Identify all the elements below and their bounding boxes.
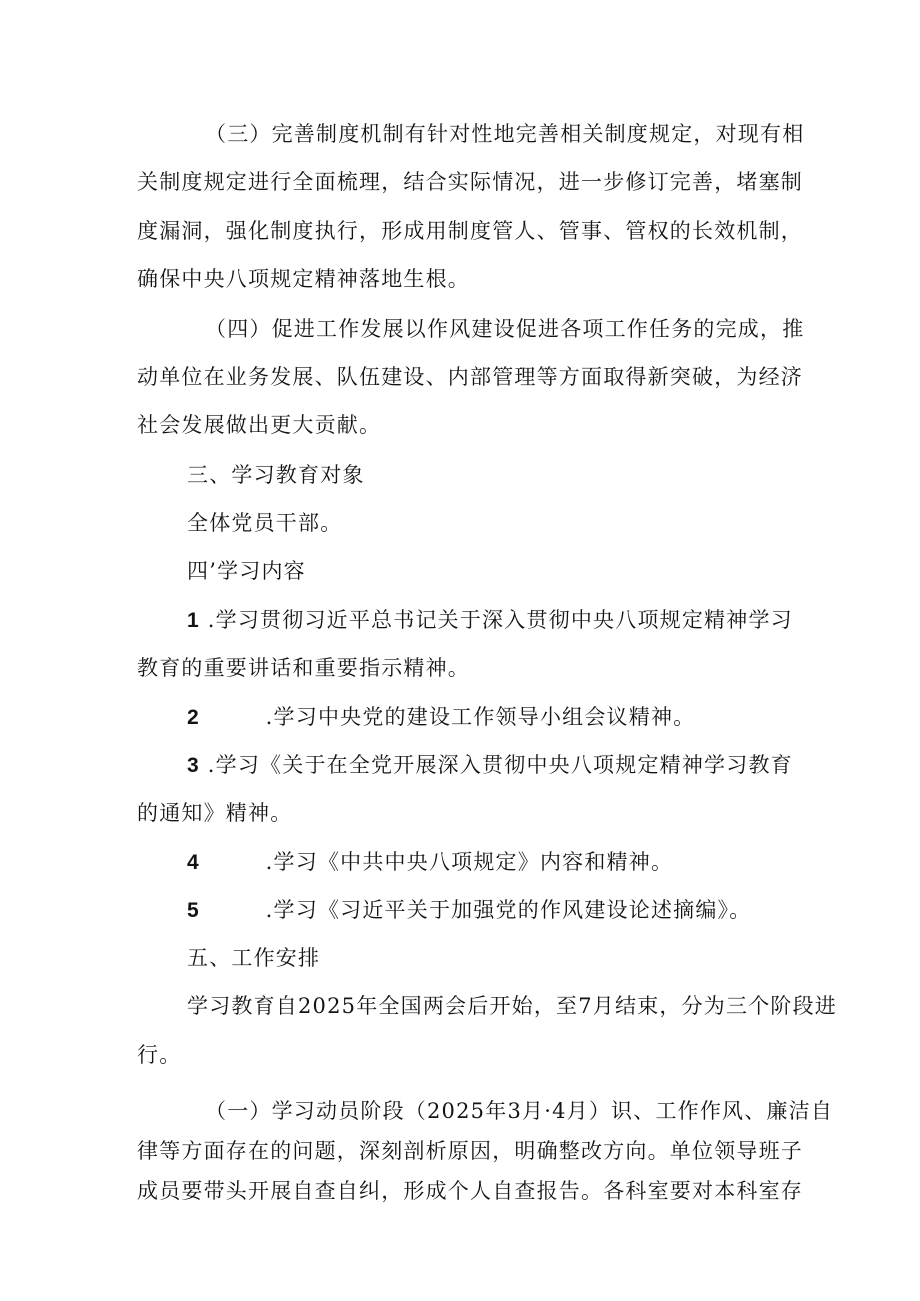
phase-1-line-3: 成员要带头开展自查自纠，形成个人自查报告。各科室要对本科室存	[137, 1179, 803, 1203]
list-item-3	[187, 749, 793, 779]
phase-1-line-2: 律等方面存在的问题，深刻剖析原因，明确整改方向。单位领导班子	[137, 1139, 803, 1163]
schedule-line-1: 学习教育自2025年全国两会后开始，至7月结束，分为三个阶段进	[187, 994, 838, 1018]
list-item-4-number: 4	[187, 851, 200, 874]
list-item-2-text: .学习中央党的建设工作领导小组会议精神。	[265, 705, 696, 729]
section-heading-5: 五、工作安排	[187, 946, 321, 970]
list-item-1-number: 1	[187, 609, 200, 632]
list-item-4	[187, 846, 673, 876]
section-heading-3: 三、学习教育对象	[187, 463, 365, 487]
para-4-line-2: 动单位在业务发展、队伍建设、内部管理等方面取得新突破，为经济	[137, 365, 803, 389]
para-3-line-4: 确保中央八项规定精神落地生根。	[137, 267, 470, 291]
para-4-line-3: 社会发展做出更大贡献。	[137, 413, 382, 437]
list-item-1-text: .学习贯彻习近平总书记关于深入贯彻中央八项规定精神学习	[207, 608, 793, 632]
list-item-5-number: 5	[187, 899, 200, 922]
target-audience: 全体党员干部。	[187, 511, 343, 535]
list-item-3-text: .学习《关于在全党开展深入贯彻中央八项规定精神学习教育	[207, 753, 793, 777]
section-heading-4: 四’学习内容	[187, 559, 306, 583]
list-item-2	[187, 701, 695, 731]
list-item-1-line-2: 教育的重要讲话和重要指示精神。	[137, 656, 470, 680]
para-3-line-1: （三）完善制度机制有针对性地完善相关制度规定，对现有相	[205, 122, 805, 146]
list-item-5-text: .学习《习近平关于加强党的作风建设论述摘编》。	[265, 898, 752, 922]
para-3-line-3: 度漏洞，强化制度执行，形成用制度管人、管事、管权的长效机制，	[137, 219, 803, 243]
list-item-3-number: 3	[187, 754, 200, 777]
schedule-line-2: 行。	[137, 1043, 182, 1067]
para-4-line-1: （四）促进工作发展以作风建设促进各项工作任务的完成，推	[205, 317, 805, 341]
list-item-1	[187, 604, 793, 634]
para-3-line-2: 关制度规定进行全面梳理，结合实际情况，进一步修订完善，堵塞制	[137, 170, 803, 194]
list-item-3-line-2: 的通知》精神。	[137, 801, 293, 825]
list-item-5	[187, 894, 751, 924]
list-item-2-number: 2	[187, 706, 200, 729]
list-item-4-text: .学习《中共中央八项规定》内容和精神。	[265, 850, 674, 874]
phase-1-line-1: （一）学习动员阶段（2025年3月·4月）识、工作作风、廉洁自	[205, 1099, 834, 1123]
